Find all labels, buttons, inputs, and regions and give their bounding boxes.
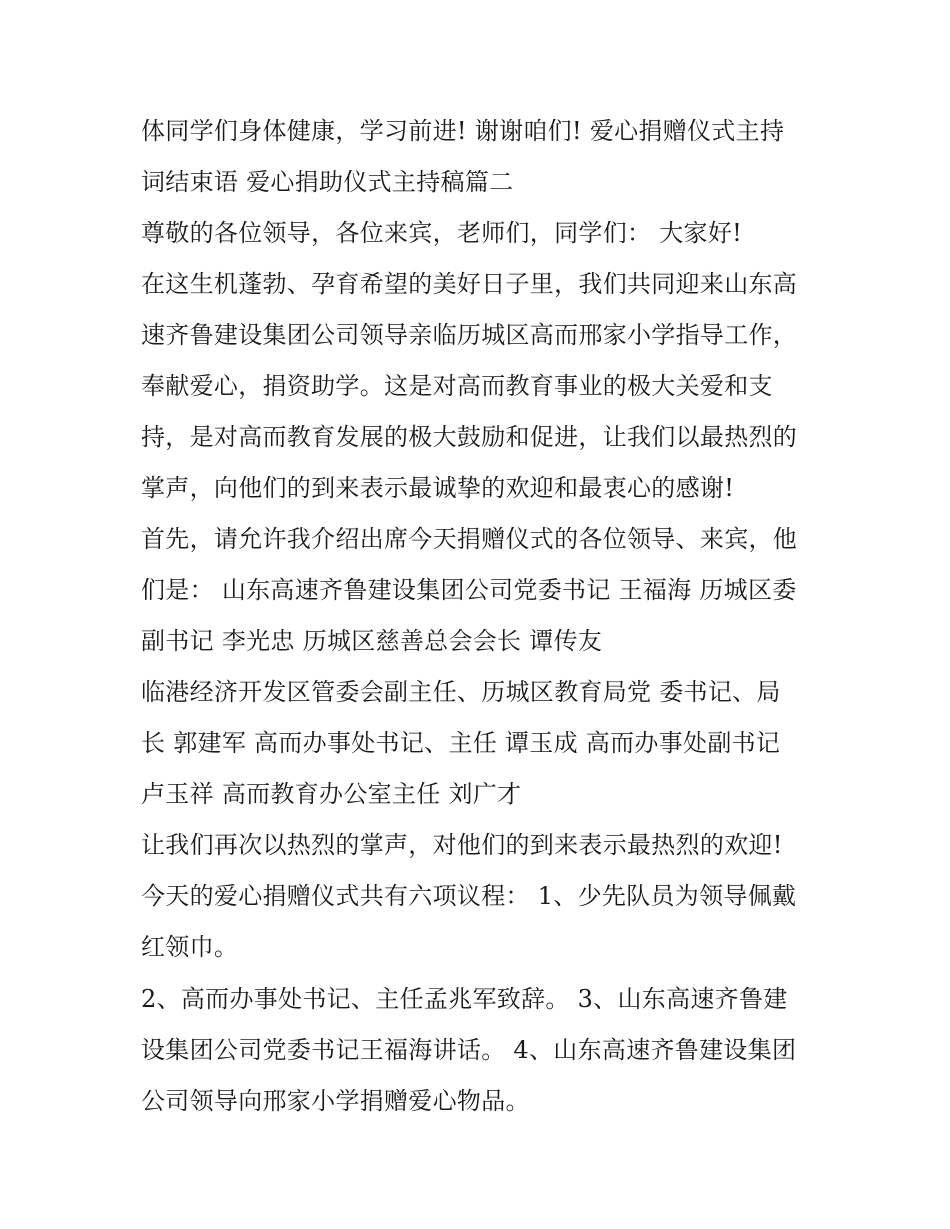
text-line: 公司领导向邢家小学捐赠爱心物品。 [141,1087,530,1115]
text-line: 尊敬的各位领导，各位来宾，老师们，同学们： 大家好! [141,219,743,247]
text-line: 设集团公司党委书记王福海讲话。 4、山东高速齐鲁建设集团 [141,1036,797,1064]
text-line: 长 郭建军 高而办事处书记、主任 谭玉成 高而办事处副书记 [141,729,781,757]
text-line: 词结束语 爱心捐助仪式主持稿篇二 [141,168,514,196]
text-line: 持，是对高而教育发展的极大鼓励和促进，让我们以最热烈的 [141,423,798,451]
text-line: 掌声，向他们的到来表示最诚挚的欢迎和最衷心的感谢! [141,474,735,502]
text-line: 今天的爱心捐赠仪式共有六项议程： 1、少先队员为领导佩戴 [141,882,797,910]
text-line: 在这生机蓬勃、孕育希望的美好日子里，我们共同迎来山东高 [141,270,798,298]
text-line: 体同学们身体健康，学习前进! 谢谢咱们! 爱心捐赠仪式主持 [141,117,785,145]
text-line: 副书记 李光忠 历城区慈善总会会长 谭传友 [141,627,603,655]
text-line: 临港经济开发区管委会副主任、历城区教育局党 委书记、局 [141,678,781,706]
text-line: 红领巾。 [141,933,239,961]
text-line: 让我们再次以热烈的掌声，对他们的到来表示最热烈的欢迎! [141,831,783,859]
text-line: 奉献爱心，捐资助学。这是对高而教育事业的极大关爱和支 [141,372,773,400]
text-line: 2、高而办事处书记、主任孟兆军致辞。 3、山东高速齐鲁建 [141,985,788,1013]
text-line: 卢玉祥 高而教育办公室主任 刘广才 [141,780,522,808]
text-line: 首先，请允许我介绍出席今天捐赠仪式的各位领导、来宾，他 [141,525,798,553]
text-line: 速齐鲁建设集团公司领导亲临历城区高而邢家小学指导工作， [141,321,798,349]
document-body [141,106,831,1127]
text-line: 们是： 山东高速齐鲁建设集团公司党委书记 王福海 历城区委 [141,576,797,604]
